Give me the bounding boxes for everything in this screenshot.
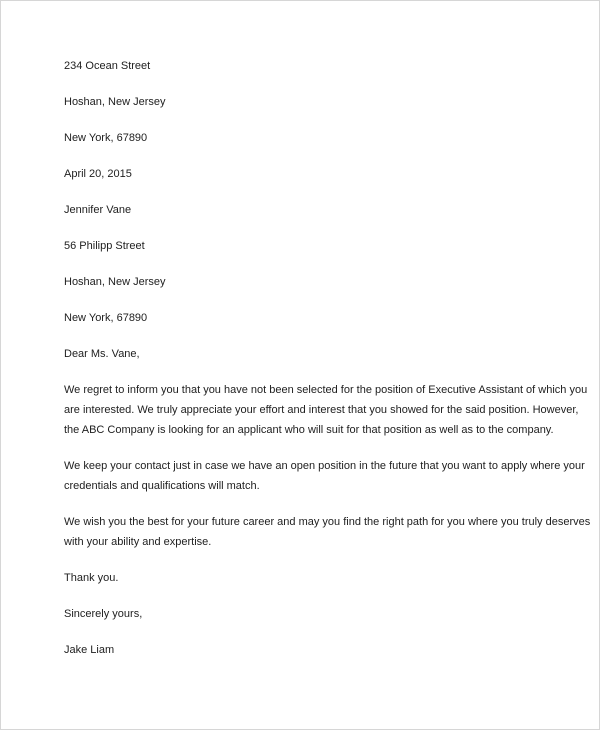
salutation: Dear Ms. Vane, [64,348,140,360]
letter-date: April 20, 2015 [64,168,132,180]
sender-street: 234 Ocean Street [64,60,151,72]
recipient-street: 56 Philipp Street [64,240,145,252]
signature-name: Jake Liam [64,644,115,656]
paragraph-3-line-2: with your ability and expertise. [64,536,212,548]
paragraph-3-line-1: We wish you the best for your future career and may you find the right path for you where you truly deserves [64,516,591,528]
recipient-name: Jennifer Vane [64,204,132,216]
sender-city-state: Hoshan, New Jersey [64,96,166,108]
recipient-city-zip: New York, 67890 [64,312,148,324]
paragraph-1-line-1: We regret to inform you that you have not been selected for the position of Executive Assistant of which you [64,384,588,396]
closing: Sincerely yours, [64,608,143,620]
paragraph-2-line-2: credentials and qualifications will match. [64,480,260,492]
paragraph-1-line-3: the ABC Company is looking for an applicant who will suit for that position as well as to the company. [64,424,554,436]
paragraph-2-line-1: We keep your contact just in case we have an open position in the future that you want to apply where your [64,460,585,472]
recipient-city-state: Hoshan, New Jersey [64,276,166,288]
paragraph-1-line-2: are interested. We truly appreciate your effort and interest that you showed for the said position. However, [64,404,579,416]
sender-city-zip: New York, 67890 [64,132,148,144]
thanks: Thank you. [64,572,119,584]
